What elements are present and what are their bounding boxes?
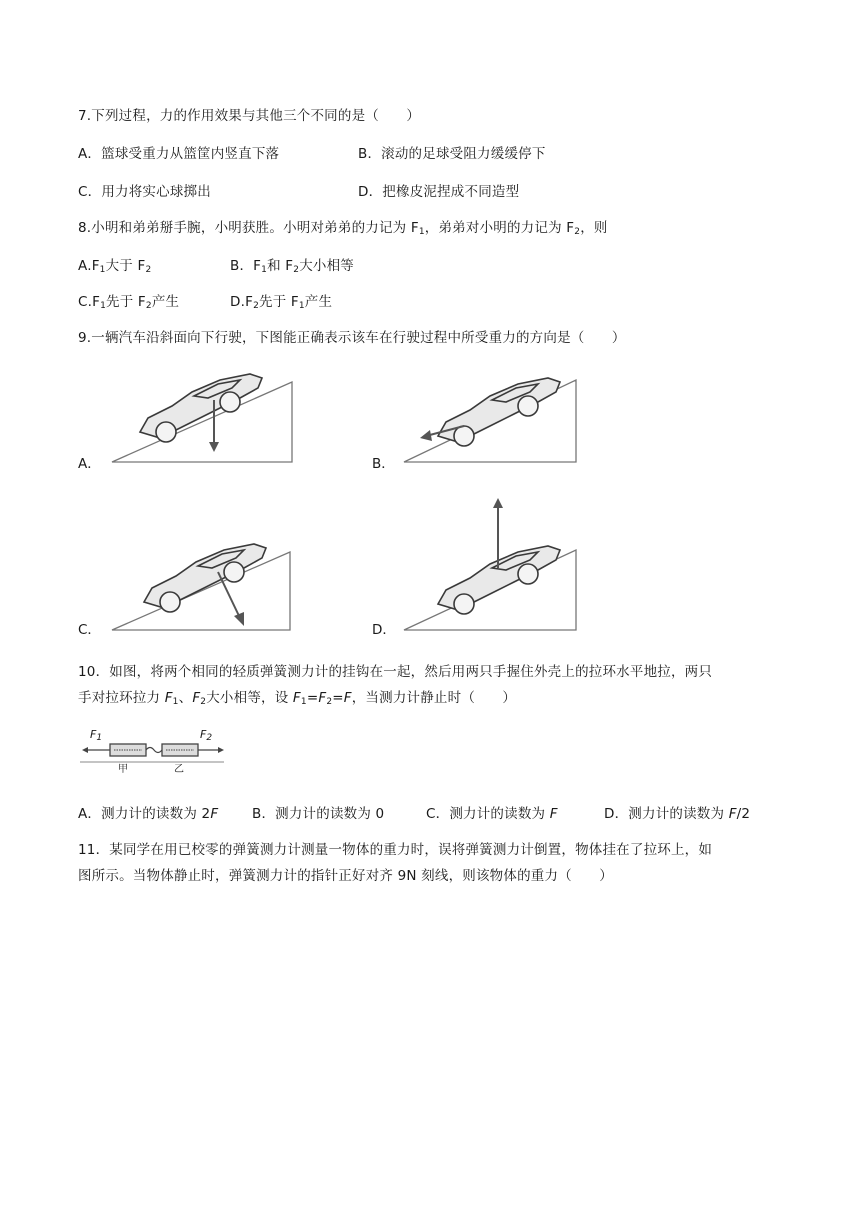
- q10-fig-yi: 乙: [174, 764, 184, 775]
- q8-option-a: $A.F_1$大于 $F_2$: [78, 258, 152, 275]
- q7-option-a: A．篮球受重力从篮筐内竖直下落: [78, 146, 280, 162]
- q9-label-d: D．: [372, 622, 396, 638]
- q10-option-b: B．测力计的读数为 0: [252, 806, 385, 822]
- q9-label-a: A．: [78, 456, 101, 472]
- q7-option-c: C．用力将实心球掷出: [78, 184, 211, 200]
- q9-figure-c: [100, 536, 310, 636]
- q10-fig-f1: $F_1$: [90, 728, 103, 743]
- q8-option-c: $C.F_1$先于 $F_2$产生: [78, 294, 180, 311]
- q10-stem-line1: 10．如图，将两个相同的轻质弹簧测力计的挂钩在一起，然后用两只手握住外壳上的拉环水平地拉，两只: [78, 664, 713, 680]
- q10-spring-scale-figure: [78, 726, 228, 776]
- q9-label-c: C．: [78, 622, 101, 638]
- q7-stem: 7.下列过程，力的作用效果与其他三个不同的是（ ）: [78, 108, 421, 124]
- q8-option-d: $D.F_2$先于 $F_1$产生: [230, 294, 333, 311]
- q11-line2: 图所示。当物体静止时，弹簧测力计的指针正好对齐 9N 刻线，则该物体的重力（ ）: [78, 868, 613, 884]
- q10-option-a: A．测力计的读数为 2F: [78, 806, 219, 822]
- q10-fig-f2: $F_2$: [200, 728, 213, 743]
- q10-option-d: D．测力计的读数为 F/2: [604, 806, 751, 822]
- q8-stem: 8.小明和弟弟掰手腕，小明获胜。小明对弟弟的力记为 $F_1$，弟弟对小明的力记为 $F_2$，则: [78, 220, 608, 237]
- q10-option-c: C．测力计的读数为 F: [426, 806, 558, 822]
- q9-figure-b: [394, 366, 594, 466]
- q10-stem-line2: 手对拉环拉力 $F_1$、$F_2$大小相等，设 $F_1=F_2=F$，当测力计静止时（ ）: [78, 690, 517, 707]
- q11-line1: 11．某同学在用已校零的弹簧测力计测量一物体的重力时，误将弹簧测力计倒置，物体挂在了拉环上，如: [78, 842, 713, 858]
- q9-figure-d: [394, 494, 594, 634]
- q9-figure-a: [100, 366, 310, 466]
- q7-option-b: B．滚动的足球受阻力缓缓停下: [358, 146, 546, 162]
- q10-fig-jia: 甲: [118, 764, 128, 775]
- q8-option-b: B．$F_1$和 $F_2$大小相等: [230, 258, 354, 275]
- q7-option-d: D．把橡皮泥捏成不同造型: [358, 184, 520, 200]
- q9-label-b: B．: [372, 456, 395, 472]
- q9-stem: 9.一辆汽车沿斜面向下行驶，下图能正确表示该车在行驶过程中所受重力的方向是（ ）: [78, 330, 626, 346]
